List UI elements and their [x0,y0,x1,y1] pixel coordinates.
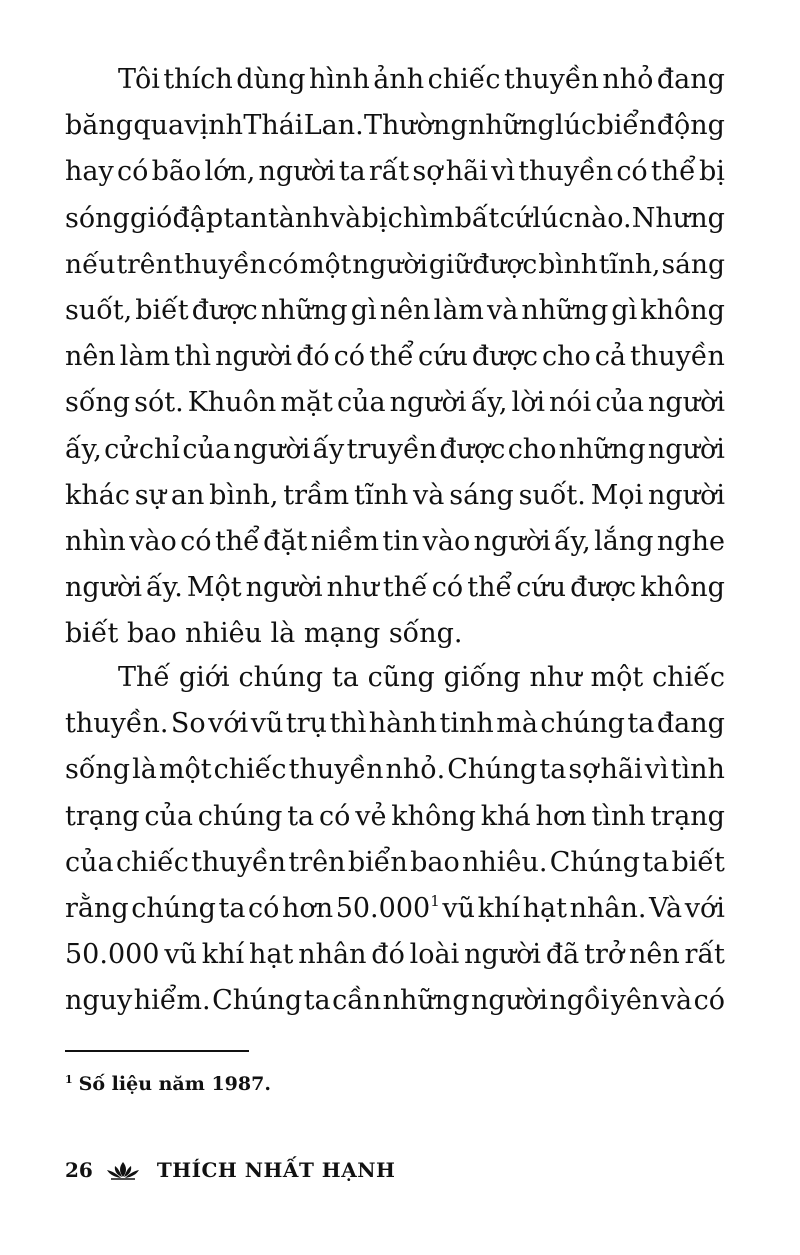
word: bị [361,202,388,234]
word: sót. [134,387,184,419]
word: của [144,800,193,832]
word: sáng [661,248,725,280]
word: biết [671,846,725,878]
word: nói [549,387,592,419]
word: với [684,892,725,924]
word: tinh [439,708,494,740]
word: rất [684,939,725,971]
word: Chúng [447,754,538,786]
word: bao [410,846,460,878]
word: vẻ [355,800,387,832]
word: thích [163,64,233,95]
word: thuyền. [65,708,169,740]
word: có [248,892,280,924]
word: đập [172,202,224,234]
word: Một [186,572,242,604]
word: tĩnh [353,479,409,511]
word: không [640,294,725,326]
word: và [660,985,693,1017]
word: khí [201,939,245,971]
word: bất [454,202,500,234]
word: thuyền [518,156,614,188]
word: người [648,387,725,419]
word: người [470,985,548,1017]
text-line [65,288,725,334]
word: đó [296,341,330,373]
word: yên [610,985,660,1017]
word: người [65,572,142,604]
word: Thái [243,110,304,142]
text-line [65,380,725,426]
text-line [65,242,725,288]
word: vũ [250,708,284,740]
word: khí [477,892,520,924]
word: những [521,294,609,326]
word: có [431,572,464,604]
text-line [65,196,725,242]
word: bình, [209,479,279,511]
word: của [336,387,386,419]
footnote [65,1073,271,1095]
word: không [391,800,476,832]
word: hành [368,708,438,740]
word: đó [371,939,405,971]
word: Thường [363,110,468,142]
word: nguy [65,985,133,1017]
word: hãi [445,156,488,188]
word: ấy, [470,387,508,419]
word: ta [642,846,670,878]
word: người [648,479,725,511]
word: thuyền [630,341,725,373]
word: ta [218,892,246,924]
word: có [333,341,366,373]
word: Chúng [549,846,640,878]
word: lúc [532,202,574,234]
word: gì [350,294,377,326]
word: qua [133,110,185,142]
word: của [595,387,644,419]
word: ấy [312,433,345,465]
word: người [647,433,725,465]
word: chiếc [213,754,287,786]
word: được [439,433,506,465]
word: nên [65,341,116,373]
word: những [467,110,555,142]
text-line [65,747,725,793]
word: chiếc [115,846,189,878]
word: người [245,572,323,604]
word: giới [178,662,230,693]
word: ấy. [146,572,183,604]
word: ta [287,800,315,832]
word: là [132,754,157,786]
word: vì [644,754,669,786]
word: suốt, [65,294,133,326]
word: nhìn [65,525,126,557]
word: chúng [540,708,625,740]
word: người [215,341,293,373]
word: động [656,110,725,142]
word: không [640,572,725,604]
word: băng [65,110,134,142]
word: thuyền [504,64,599,95]
author-name: THÍCH NHẤT HẠNH [156,1158,396,1182]
word: và [486,294,519,326]
word: ta [539,754,567,786]
word: thì [174,341,212,373]
word: bình [538,248,598,280]
word: có [318,800,351,832]
word: sáng [449,479,514,511]
word: lớn, [204,156,256,188]
word: có [616,156,648,188]
word: gì [611,294,638,326]
word: người [389,387,467,419]
word: sóng [65,202,130,234]
word: mà [496,708,538,740]
word: người [464,939,542,971]
word: biển [347,846,408,878]
text-line [65,473,725,519]
word: nhân [298,939,367,971]
word: cho [541,341,591,373]
word: nghe [656,525,725,557]
word: một [590,662,644,693]
word: tan [223,202,268,234]
word: ta [627,708,655,740]
word: bị [699,156,725,188]
word: cứu [516,572,567,604]
word: Chúng [212,985,303,1017]
word: được [191,294,258,326]
word: biết [135,294,189,326]
word: thể [467,572,513,604]
footnote-marker: 1 [65,1073,73,1086]
word: có [693,985,725,1017]
word: thuyền [191,846,287,878]
word: vịnh [184,110,244,142]
text-line [65,701,725,747]
word: chỉ [138,433,181,465]
word: thể [650,156,696,188]
word: truyền [346,433,438,465]
word: hạt [522,892,567,924]
word: dùng [236,64,306,95]
text-line [65,840,725,886]
word: và [413,479,445,511]
text-line-with-footnote [65,886,725,932]
word: hiểm. [133,985,211,1017]
word: khá [480,800,531,832]
text-line [65,103,725,149]
word: 50.000$^1$ [335,891,440,924]
word: đang [656,64,725,95]
word: thể [214,525,260,557]
word: thuyền [173,248,267,280]
word: tin [382,525,420,557]
word: ấy, [553,525,591,557]
text-line [65,932,725,978]
word: mặt [280,387,333,419]
word: nhỏ [602,64,654,95]
page-footer [65,1158,395,1182]
word: trụ [285,708,328,740]
word: của [182,433,231,465]
word: tành [267,202,330,234]
word: nhân. [569,892,647,924]
footnote-divider [65,1050,249,1052]
word: nên [379,294,431,326]
word: làm [119,341,171,373]
word: nào. [573,202,632,234]
text-line [65,978,725,1024]
word: thuyền [288,754,384,786]
word: rằng [65,892,129,924]
word: với [208,708,249,740]
word: trạng [65,800,140,832]
word: vũ [442,892,475,924]
word: tình [591,800,646,832]
word: rất [368,156,410,188]
word: cũng [367,662,435,693]
word: trạng [650,800,725,832]
word: chúng [131,892,216,924]
word: khác [65,479,130,511]
word: chiếc [427,64,501,95]
word: loài [409,939,460,971]
word: ta [331,662,359,693]
text-line [65,794,725,840]
word: cứ [499,202,533,234]
word: niềm [310,525,380,557]
word: có [267,248,299,280]
word: chúng [197,800,283,832]
word: thể [369,341,414,373]
word: người [233,433,311,465]
text-line [65,565,725,611]
word: ảnh [373,64,425,95]
word: ấy, [65,433,102,465]
word: Nhưng [631,202,725,234]
paragraph-1 [65,57,725,657]
word: chiếc [652,662,725,693]
footnote-reference: 1 [430,891,440,910]
paragraph-2 [65,655,725,1025]
word: nếu [65,248,116,280]
word: ta [338,156,366,188]
word: Khuôn [187,387,277,419]
word: của [65,846,114,878]
word: một [299,248,352,280]
word: gió [130,202,173,234]
word: cần [332,985,382,1017]
text-line [65,655,725,701]
word: hay [65,156,114,188]
text-line [65,334,725,380]
word: tĩnh, [598,248,661,280]
word: cứu [417,341,468,373]
word: chúng [238,662,324,693]
text-line [65,149,725,195]
word: đã [545,939,580,971]
text-line [65,57,725,103]
word: và [329,202,362,234]
word: có [180,525,212,557]
word: vũ [164,939,197,971]
word: hạt [249,939,294,971]
text-line [65,427,725,473]
word: nên [628,939,680,971]
word: giống [443,662,521,693]
word: ta [303,985,331,1017]
word: Mọi [590,479,644,511]
lotus-icon [105,1159,141,1181]
word: thế [382,572,428,604]
word: như [529,662,582,693]
word: So [170,708,206,740]
word: hãi [600,754,643,786]
word: làm [433,294,484,326]
word: hơn [535,800,587,832]
word: vào [129,525,177,557]
word: sự [134,479,167,511]
word: vì [491,156,515,188]
word: cử [104,433,137,465]
word: hơn [282,892,334,924]
word: trên [288,846,346,878]
word: người [473,525,551,557]
word: ngồi [549,985,610,1017]
word: nhiêu. [462,846,548,878]
word: cả [594,341,627,373]
word: được [471,341,538,373]
text-line [65,519,725,565]
word: hình [309,64,370,95]
word: 50.000 [65,939,160,971]
word: lắng [594,525,654,557]
word: người [258,156,336,188]
word: Tôi [118,64,160,95]
word: cho [507,433,557,465]
word: những [382,985,470,1017]
word: người [352,248,428,280]
word: đang [656,708,725,740]
word: thì [329,708,367,740]
word: sợ [568,754,599,786]
word: chìm [387,202,455,234]
word: được [472,248,538,280]
footnote-text: Số liệu năm 1987. [78,1073,271,1095]
word: sống [65,387,131,419]
word: lúc [555,110,597,142]
word: những [260,294,348,326]
word: an [170,479,205,511]
word: tình [670,754,725,786]
word: nhỏ. [385,754,446,786]
word: được [570,572,637,604]
word: trở [584,939,625,971]
word: bão [151,156,202,188]
word: lời [511,387,545,419]
page-number: 26 [65,1158,93,1182]
word: trầm [283,479,350,511]
word: vào [422,525,471,557]
word: sống [65,754,131,786]
word: giữ [428,248,472,280]
text-line: biết bao nhiêu là mạng sống. [65,618,463,650]
word: một [158,754,212,786]
word: trên [116,248,173,280]
word: những [558,433,646,465]
word: có [116,156,149,188]
word: như [326,572,379,604]
word: Lan. [303,110,364,142]
word: Thế [118,662,171,693]
word: đặt [263,525,308,557]
word: sợ [412,156,443,188]
word: Và [649,892,683,924]
word: biển [596,110,657,142]
word: suốt. [518,479,586,511]
